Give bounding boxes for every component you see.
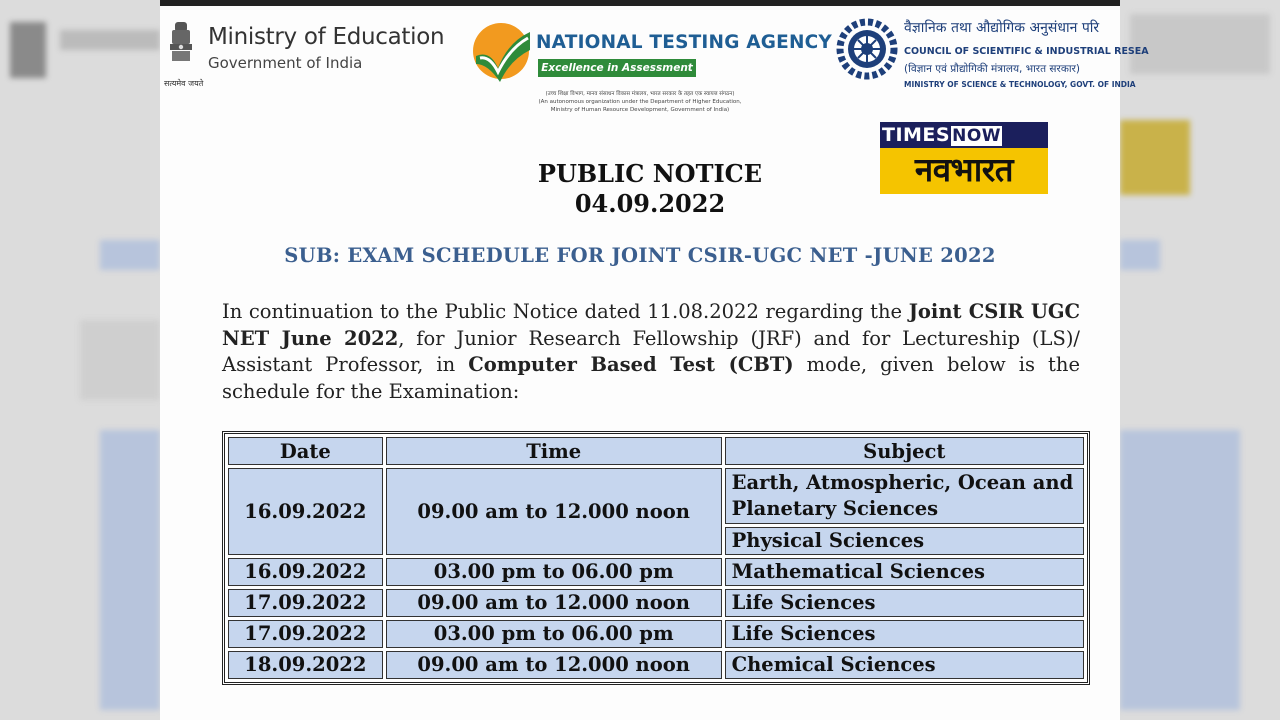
- notice-date: 04.09.2022: [574, 189, 726, 218]
- ashoka-emblem-icon: [164, 18, 198, 78]
- row-date: 18.09.2022: [228, 651, 383, 679]
- moe-title: Ministry of Education: [208, 24, 445, 50]
- row-subject: Mathematical Sciences: [725, 558, 1084, 586]
- tnn-top: [880, 122, 1048, 148]
- row-date: 17.09.2022: [228, 620, 383, 648]
- para-text-1: In continuation to the Public Notice dated 11.08.2022 regarding the: [222, 300, 909, 323]
- para-text-2: , for Junior Research Fellowship (JRF) and for Lectureship (LS)/ Assistant Professor, in: [222, 326, 1080, 376]
- table-row: [228, 620, 1084, 648]
- nta-checkmark-icon: [470, 20, 532, 82]
- notice-title: PUBLIC NOTICE: [537, 159, 763, 188]
- csir-logo: [836, 18, 1149, 98]
- para-bold-1: Joint CSIR UGC NET June 2022: [222, 300, 1081, 350]
- row-date: 17.09.2022: [228, 589, 383, 617]
- table-row: [228, 468, 1084, 524]
- row-subject: Life Sciences: [725, 620, 1084, 648]
- tnn-times: TIMES: [882, 124, 951, 146]
- row-subject: Earth, Atmospheric, Ocean and Planetary Sciences: [725, 468, 1084, 524]
- table-row: [228, 558, 1084, 586]
- nta-note-hindi: (उच्च शिक्षा विभाग, मानव संसाधन विकास मंत्रालय, भारत सरकार के तहत एक स्वायत्त संगठन): [545, 91, 735, 97]
- header-time: Time: [386, 437, 722, 465]
- moe-motto: सत्यमेव जयते: [164, 79, 204, 88]
- row-time: 03.00 pm to 06.00 pm: [386, 620, 722, 648]
- row-subject: Life Sciences: [725, 589, 1084, 617]
- moe-subtitle: Government of India: [208, 54, 363, 72]
- table-row: [228, 651, 1084, 679]
- csir-ministry-hindi: (विज्ञान एवं प्रौद्योगिकी मंत्रालय, भारत सरकार): [904, 63, 1080, 75]
- notice-paragraph: [222, 299, 1080, 405]
- row-time: 09.00 am to 12.000 noon: [386, 589, 722, 617]
- schedule-table: [222, 431, 1090, 685]
- tnn-now: NOW: [952, 126, 1002, 146]
- header-subject: Subject: [725, 437, 1084, 465]
- nta-note: [490, 90, 790, 114]
- table-header-row: [228, 437, 1084, 465]
- csir-english-name: COUNCIL OF SCIENTIFIC & INDUSTRIAL RESEA: [904, 46, 1149, 57]
- csir-ministry-english: MINISTRY OF SCIENCE & TECHNOLOGY, GOVT. OF INDIA: [904, 80, 1136, 89]
- blurred-background-left: [0, 0, 160, 720]
- nta-name: NATIONAL TESTING AGENCY: [536, 32, 833, 53]
- notice-document: [160, 6, 1149, 720]
- para-bold-2: Computer Based Test (CBT): [468, 353, 794, 376]
- notice-subject: SUB: EXAM SCHEDULE FOR JOINT CSIR-UGC NET -JUNE 2022: [284, 244, 996, 267]
- blurred-background-right: [1120, 0, 1280, 720]
- nta-note-line2: Ministry of Human Resource Development, Government of India): [550, 107, 730, 113]
- moe-logo: [164, 18, 464, 88]
- nta-logo: [470, 18, 833, 118]
- notice-heading: [460, 159, 840, 219]
- csir-hindi-name: वैज्ञानिक तथा औद्योगिक अनुसंधान परि: [904, 20, 1100, 36]
- header-date: Date: [228, 437, 383, 465]
- nta-tagline: Excellence in Assessment: [538, 59, 696, 77]
- row-subject: Chemical Sciences: [725, 651, 1084, 679]
- row-subject: Physical Sciences: [725, 527, 1084, 555]
- nta-note-line1: (An autonomous organization under the Department of Higher Education,: [538, 99, 742, 105]
- row-time: 09.00 am to 12.000 noon: [386, 651, 722, 679]
- times-now-navbharat-logo: [880, 122, 1048, 194]
- row-time: 03.00 pm to 06.00 pm: [386, 558, 722, 586]
- row-date: 16.09.2022: [228, 468, 383, 555]
- row-date: 16.09.2022: [228, 558, 383, 586]
- para-text-3: mode, given below is the schedule for the Examination:: [222, 353, 1080, 403]
- csir-gear-icon: [836, 18, 898, 80]
- tnn-navbharat: नवभारत: [880, 148, 1048, 194]
- row-time: 09.00 am to 12.000 noon: [386, 468, 722, 555]
- table-row: [228, 589, 1084, 617]
